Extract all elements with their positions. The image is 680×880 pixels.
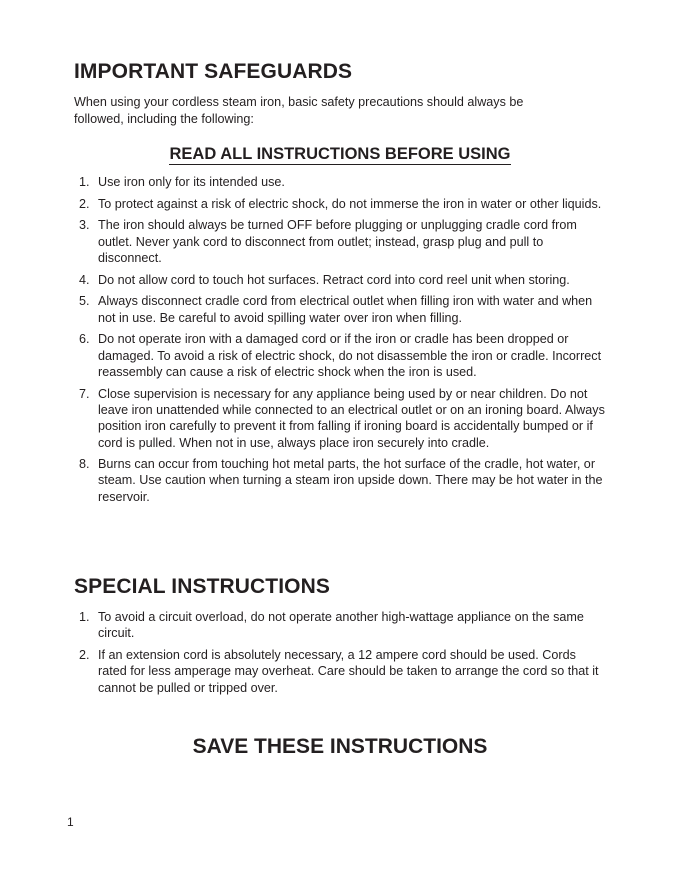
item-text: To protect against a risk of electric shock, do not immerse the iron in water or other liquids. bbox=[98, 196, 602, 211]
item-number: 3. bbox=[79, 218, 90, 233]
item-text: To avoid a circuit overload, do not operate another high-wattage appliance on the same circuit. bbox=[98, 610, 584, 641]
item-text: If an extension cord is absolutely necessary, a 12 ampere cord should be used. Cords rated for less amperage may overheat. Care should be taken to arrange the cord so that it cannot be pulled or tripped over. bbox=[98, 647, 599, 695]
list-item bbox=[74, 386, 608, 451]
list-item bbox=[74, 196, 608, 212]
list-item bbox=[74, 293, 608, 326]
item-number: 2. bbox=[79, 647, 90, 662]
important-safeguards-heading: IMPORTANT SAFEGUARDS bbox=[74, 60, 353, 83]
special-instructions-list bbox=[74, 609, 608, 701]
save-instructions-heading: SAVE THESE INSTRUCTIONS bbox=[192, 735, 488, 758]
page-number: 1 bbox=[67, 815, 74, 829]
list-item bbox=[74, 272, 608, 288]
item-number: 4. bbox=[79, 272, 90, 287]
item-number: 7. bbox=[79, 386, 90, 401]
read-all-instructions-text: READ ALL INSTRUCTIONS BEFORE USING bbox=[169, 145, 511, 163]
item-text: Use iron only for its intended use. bbox=[98, 175, 285, 189]
list-item bbox=[74, 217, 608, 266]
list-item bbox=[74, 647, 608, 696]
intro-paragraph: When using your cordless steam iron, basic safety precautions should always be followed, including the following: bbox=[74, 95, 524, 126]
item-text: Always disconnect cradle cord from electrical outlet when filling iron with water and when not in use. Be careful to avoid spilling water over iron when filling. bbox=[98, 294, 593, 325]
item-text: The iron should always be turned OFF before plugging or unplugging cradle cord from outlet. Never yank cord to disconnect from outlet; instead, grasp plug and pull to disconnect. bbox=[98, 218, 577, 265]
item-number: 5. bbox=[79, 294, 90, 309]
list-item bbox=[74, 174, 608, 190]
item-number: 6. bbox=[79, 332, 90, 347]
safeguards-list bbox=[74, 174, 608, 510]
item-number: 8. bbox=[79, 457, 90, 472]
item-text: Close supervision is necessary for any appliance being used by or near children. Do not leave iron unattended while connected to an electrical outlet or on an ironing board. Always position iron carefully to prevent it from falling if ironing board is accidentally bumped or if cord is pulled. When not in use, always place iron securely into cradle. bbox=[98, 386, 605, 450]
item-text: Do not operate iron with a damaged cord or if the iron or cradle has been dropped or damaged. To avoid a risk of electric shock, do not disassemble the iron or cradle. Incorrect reassembly can cause a risk of electric shock when the iron is used. bbox=[98, 332, 602, 379]
item-number: 1. bbox=[79, 610, 90, 624]
read-all-instructions-heading bbox=[0, 145, 680, 164]
item-number: 1. bbox=[79, 175, 90, 189]
item-number: 2. bbox=[79, 196, 90, 211]
item-text: Do not allow cord to touch hot surfaces. Retract cord into cord reel unit when storing. bbox=[98, 272, 570, 287]
list-item bbox=[74, 609, 608, 642]
list-item bbox=[74, 331, 608, 380]
item-text: Burns can occur from touching hot metal parts, the hot surface of the cradle, hot water, or steam. Use caution when turning a steam iron upside down. There may be hot water in the reservoir. bbox=[98, 457, 603, 504]
list-item bbox=[74, 456, 608, 505]
special-instructions-heading: SPECIAL INSTRUCTIONS bbox=[74, 575, 330, 598]
